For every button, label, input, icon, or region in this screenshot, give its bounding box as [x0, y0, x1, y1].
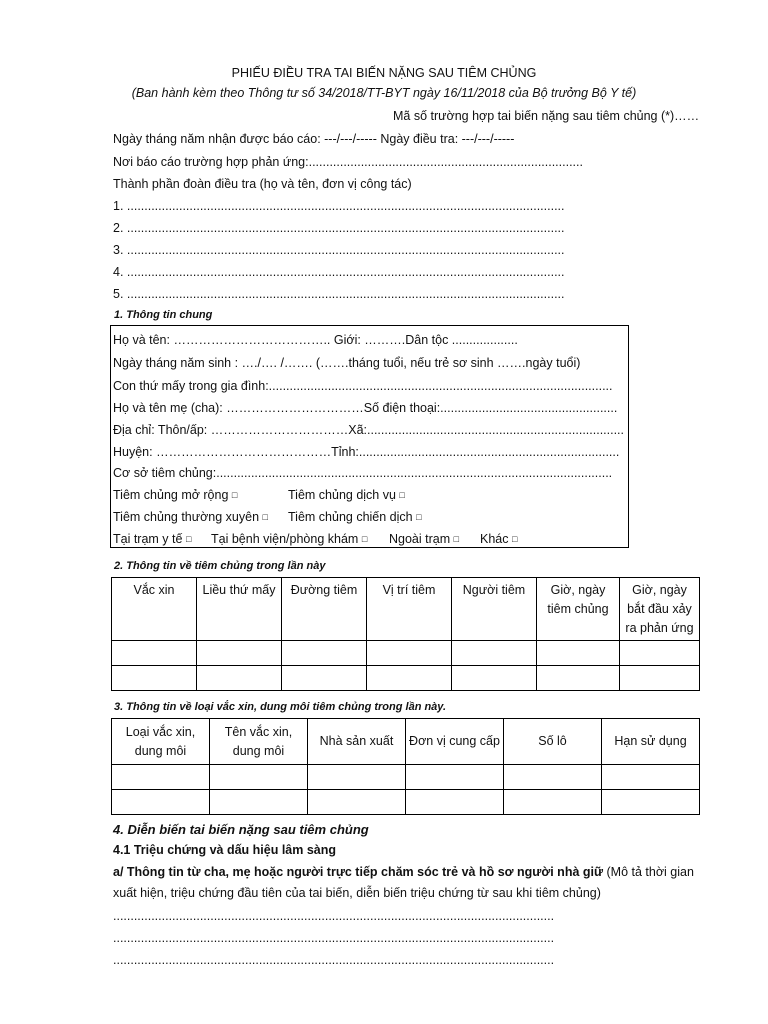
section4-title: 4. Diễn biến tai biến nặng sau tiêm chủng: [113, 822, 369, 837]
table-cell[interactable]: [197, 666, 282, 691]
table-cell[interactable]: [602, 765, 700, 790]
option-other: [480, 532, 517, 546]
option-other-label: Khác: [480, 532, 509, 546]
table-header: Đường tiêm: [282, 578, 367, 641]
team-member-1: 1. ..............................................................................................................................: [113, 199, 565, 213]
table-cell[interactable]: [308, 765, 406, 790]
table-header: Vắc xin: [112, 578, 197, 641]
table-cell[interactable]: [620, 666, 700, 691]
table-header: Người tiêm: [452, 578, 537, 641]
table-cell[interactable]: [367, 641, 452, 666]
section4-a-rest: (Mô tả thời gian: [603, 865, 694, 879]
vaccine-info-table: [111, 718, 700, 815]
table-cell[interactable]: [308, 790, 406, 815]
table-row: [112, 790, 700, 815]
table-header: Hạn sử dụng: [602, 719, 700, 765]
report-place-line: Nơi báo cáo trường hợp phản ứng:...............................................................................: [113, 155, 583, 169]
answer-line-1: ...............................................................................................................................: [113, 909, 555, 923]
option-campaign: [288, 510, 422, 524]
vaccination-table: [111, 577, 700, 691]
table-cell[interactable]: [504, 790, 602, 815]
table-cell[interactable]: [537, 641, 620, 666]
table-cell[interactable]: [197, 641, 282, 666]
section2-title: 2. Thông tin về tiêm chủng trong lần này: [114, 560, 326, 572]
table-cell[interactable]: [452, 666, 537, 691]
table-cell[interactable]: [112, 666, 197, 691]
answer-line-3: ...............................................................................................................................: [113, 953, 555, 967]
table-cell[interactable]: [112, 765, 210, 790]
table-header: Giờ, ngày tiêm chủng: [537, 578, 620, 641]
section4-a-line: [113, 865, 694, 879]
checkbox-hospital[interactable]: □: [361, 534, 368, 544]
dob-line: Ngày tháng năm sinh : …./…. /……. (…….tháng tuổi, nếu trẻ sơ sinh …….ngày tuổi): [113, 356, 581, 370]
address-line: Địa chỉ: Thôn/ấp: ……………………………Xã:..........................................................................: [113, 423, 624, 437]
option-health-station-label: Tại trạm y tế: [113, 532, 183, 546]
checkbox-expanded[interactable]: □: [231, 490, 238, 500]
table-cell[interactable]: [602, 790, 700, 815]
table-cell[interactable]: [282, 666, 367, 691]
section4-a-line2: xuất hiện, triệu chứng đầu tiên của tai biến, diễn biến triệu chứng từ sau khi tiêm chủng): [113, 886, 601, 900]
option-campaign-label: Tiêm chủng chiến dịch: [288, 510, 413, 524]
option-hospital-label: Tại bệnh viện/phòng khám: [211, 532, 359, 546]
table-row: [112, 666, 700, 691]
table-cell[interactable]: [452, 641, 537, 666]
checkbox-outside[interactable]: □: [453, 534, 460, 544]
table-cell[interactable]: [620, 641, 700, 666]
table-header: Tên vắc xin, dung môi: [210, 719, 308, 765]
section4-1-title: 4.1 Triệu chứng và dấu hiệu lâm sàng: [113, 843, 337, 857]
section4-a-bold: a/ Thông tin từ cha, mẹ hoặc người trực tiếp chăm sóc trẻ và hồ sơ người nhà giữ: [113, 865, 604, 879]
child-order-line: Con thứ mấy trong gia đình:...................................................................................................: [113, 379, 613, 393]
table-cell[interactable]: [504, 765, 602, 790]
option-health-station: [113, 532, 191, 546]
table-row: [112, 641, 700, 666]
facility-line: Cơ sở tiêm chủng:..................................................................................................................: [113, 466, 613, 480]
dates-line: Ngày tháng năm nhận được báo cáo: ---/---/----- Ngày điều tra: ---/---/-----: [113, 132, 515, 146]
table-header-row: [112, 578, 700, 641]
option-routine-label: Tiêm chủng thường xuyên: [113, 510, 260, 524]
table-cell[interactable]: [282, 641, 367, 666]
table-cell[interactable]: [406, 790, 504, 815]
team-heading: Thành phần đoàn điều tra (họ và tên, đơn vị công tác): [113, 177, 412, 191]
case-code-line: Mã số trường hợp tai biến nặng sau tiêm chủng (*)……: [393, 109, 700, 123]
table-header: Nhà sản xuất: [308, 719, 406, 765]
table-row: [112, 765, 700, 790]
parent-line: Họ và tên mẹ (cha): ……………………………Số điện thoại:...................................................: [113, 401, 618, 415]
option-routine: [113, 510, 268, 524]
checkbox-campaign[interactable]: □: [416, 512, 422, 522]
table-header: Số lô: [504, 719, 602, 765]
team-member-3: 3. ..............................................................................................................................: [113, 243, 565, 257]
form-title: PHIẾU ĐIỀU TRA TAI BIẾN NẶNG SAU TIÊM CHỦNG: [231, 66, 537, 80]
table-header: Liều thứ mấy: [197, 578, 282, 641]
table-header: Vị trí tiêm: [367, 578, 452, 641]
team-member-4: 4. ..............................................................................................................................: [113, 265, 565, 279]
form-subtitle: (Ban hành kèm theo Thông tư số 34/2018/TT-BYT ngày 16/11/2018 của Bộ trưởng Bộ Y tế): [131, 86, 637, 100]
table-cell[interactable]: [537, 666, 620, 691]
section3-title: 3. Thông tin về loại vắc xin, dung môi tiêm chủng trong lần này.: [114, 701, 447, 713]
option-service: [288, 488, 405, 502]
section1-title: 1. Thông tin chung: [114, 309, 213, 321]
option-expanded: [113, 488, 237, 502]
team-member-5: 5. ..............................................................................................................................: [113, 287, 565, 301]
checkbox-service[interactable]: □: [399, 490, 405, 500]
table-cell[interactable]: [210, 790, 308, 815]
table-cell[interactable]: [112, 641, 197, 666]
option-service-label: Tiêm chủng dịch vụ: [288, 488, 396, 502]
table-header: Loại vắc xin, dung môi: [112, 719, 210, 765]
table-cell[interactable]: [406, 765, 504, 790]
table-cell[interactable]: [112, 790, 210, 815]
team-member-2: 2. ..............................................................................................................................: [113, 221, 565, 235]
answer-line-2: ...............................................................................................................................: [113, 931, 555, 945]
table-header: Đơn vị cung cấp: [406, 719, 504, 765]
option-outside-label: Ngoài trạm: [389, 532, 451, 546]
table-header: Giờ, ngày bắt đầu xảy ra phản ứng: [620, 578, 700, 641]
district-line: Huyện: ……………………………………Tỉnh:...........................................................................: [113, 445, 620, 459]
checkbox-health-station[interactable]: □: [185, 534, 192, 544]
table-cell[interactable]: [367, 666, 452, 691]
checkbox-routine[interactable]: □: [262, 512, 268, 522]
checkbox-other[interactable]: □: [511, 534, 518, 544]
name-line: Họ và tên: ……………………………….. Giới: ……….Dân tộc ...................: [113, 333, 518, 347]
table-header-row: [112, 719, 700, 765]
table-cell[interactable]: [210, 765, 308, 790]
option-outside: [389, 532, 459, 546]
option-hospital: [211, 532, 367, 546]
option-expanded-label: Tiêm chủng mở rộng: [113, 488, 229, 502]
